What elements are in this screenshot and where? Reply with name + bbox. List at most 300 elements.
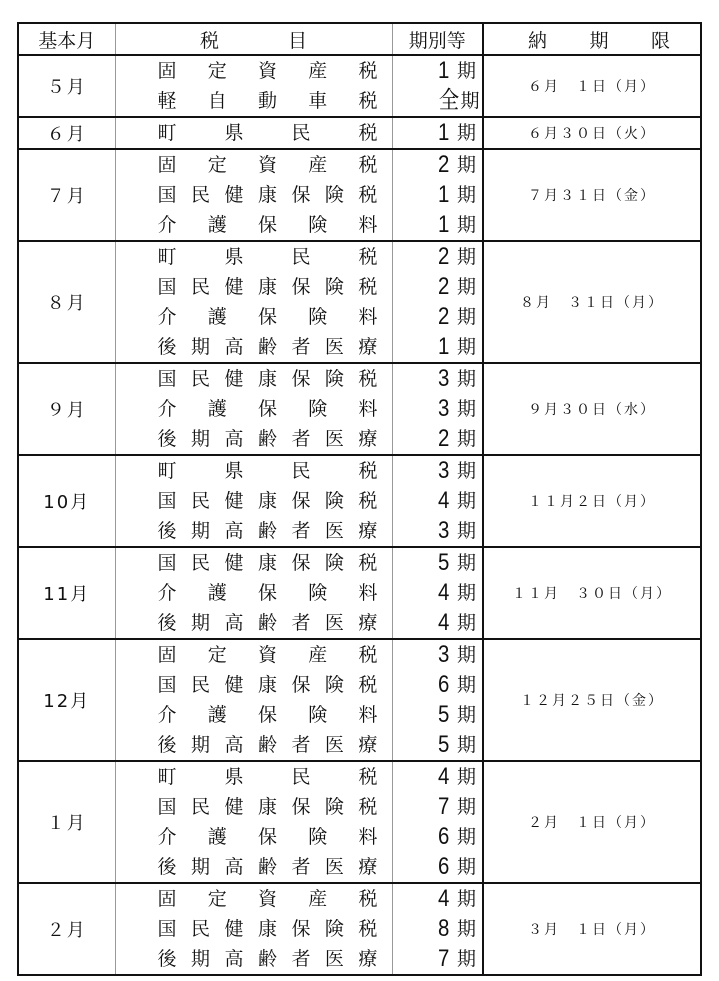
tax-item-char: 国 <box>157 918 177 940</box>
tax-item-char: 保 <box>257 306 277 328</box>
tax-item-char: 療 <box>358 856 378 878</box>
header-deadline-char: 期 <box>589 29 609 52</box>
base-month: ５月 <box>18 55 115 117</box>
tax-items-cell <box>115 639 392 761</box>
tax-item-char: 療 <box>358 428 378 450</box>
tax-item-char: 県 <box>224 766 244 788</box>
tax-item-name <box>158 302 378 332</box>
tax-item-char: 康 <box>257 918 277 940</box>
tax-item-char: 険 <box>324 184 344 206</box>
tax-item-char: 期 <box>190 734 210 756</box>
tax-item-name <box>158 762 378 792</box>
period-suffix: 期 <box>456 856 476 878</box>
installment-period <box>437 150 477 180</box>
period-number: 3 <box>437 641 449 668</box>
period-number: 1 <box>437 333 449 360</box>
month-group-row <box>18 639 701 761</box>
month-group-row <box>18 883 701 975</box>
installment-period <box>437 394 477 424</box>
periods-cell <box>392 639 483 761</box>
tax-item-char: 民 <box>291 122 311 144</box>
installment-period <box>437 332 477 362</box>
tax-item-name <box>158 394 378 424</box>
period-number: 3 <box>437 517 449 544</box>
period-suffix: 期 <box>456 734 476 756</box>
tax-item-char: 税 <box>358 644 378 666</box>
tax-items-cell <box>115 149 392 241</box>
tax-item-char: 料 <box>358 214 378 236</box>
payment-deadline: １１月２日（月） <box>483 455 701 547</box>
header-tax-item <box>115 23 392 55</box>
tax-item-char: 険 <box>324 276 344 298</box>
tax-item-char: 後 <box>157 734 177 756</box>
tax-item-char: 税 <box>358 184 378 206</box>
tax-item-char: 定 <box>207 888 227 910</box>
tax-item-char: 固 <box>157 154 177 176</box>
tax-item-char: 護 <box>207 214 227 236</box>
installment-period <box>437 670 477 700</box>
tax-item-char: 医 <box>324 734 344 756</box>
tax-item-char: 資 <box>257 60 277 82</box>
tax-item-char: 町 <box>157 122 177 144</box>
payment-deadline: ２月 １日（月） <box>483 761 701 883</box>
tax-item-char: 税 <box>358 368 378 390</box>
tax-item-char: 険 <box>324 552 344 574</box>
tax-item-char: 国 <box>157 276 177 298</box>
period-suffix: 期 <box>456 306 476 328</box>
tax-item-char: 資 <box>257 154 277 176</box>
period-suffix: 期 <box>456 214 476 236</box>
header-tax-item-char: 目 <box>287 29 307 52</box>
tax-item-char: 保 <box>257 826 277 848</box>
tax-item-char: 民 <box>190 552 210 574</box>
tax-item-char: 健 <box>224 184 244 206</box>
tax-item-char: 税 <box>358 552 378 574</box>
tax-item-char: 産 <box>308 60 328 82</box>
tax-item-char: 康 <box>257 368 277 390</box>
tax-item-name <box>158 700 378 730</box>
tax-item-name <box>158 640 378 670</box>
base-month: ９月 <box>18 363 115 455</box>
tax-item-char: 介 <box>157 582 177 604</box>
tax-item-char: 税 <box>358 490 378 512</box>
tax-item-char: 期 <box>190 336 210 358</box>
payment-deadline: １２月２５日（金） <box>483 639 701 761</box>
tax-item-char: 健 <box>224 490 244 512</box>
payment-deadline: ７月３１日（金） <box>483 149 701 241</box>
installment-period <box>437 884 477 914</box>
tax-item-char: 期 <box>190 948 210 970</box>
tax-item-char: 康 <box>257 276 277 298</box>
tax-item-char: 介 <box>157 398 177 420</box>
tax-item-char: 険 <box>308 214 328 236</box>
tax-item-char: 県 <box>224 460 244 482</box>
tax-item-char: 保 <box>291 674 311 696</box>
period-suffix: 期 <box>456 184 476 206</box>
period-suffix: 期 <box>456 398 476 420</box>
installment-period <box>437 486 477 516</box>
installment-period <box>437 302 477 332</box>
tax-item-char: 高 <box>224 428 244 450</box>
tax-item-char: 期 <box>190 428 210 450</box>
payment-deadline: １１月 ３０日（月） <box>483 547 701 639</box>
period-number: 5 <box>437 549 449 576</box>
installment-period <box>437 180 477 210</box>
periods-cell <box>392 455 483 547</box>
tax-item-char: 健 <box>224 796 244 818</box>
tax-item-char: 固 <box>157 644 177 666</box>
installment-period <box>437 762 477 792</box>
tax-item-char: 高 <box>224 520 244 542</box>
tax-item-name <box>158 150 378 180</box>
tax-item-name <box>158 884 378 914</box>
tax-item-char: 後 <box>157 948 177 970</box>
tax-item-char: 齢 <box>257 428 277 450</box>
tax-item-char: 県 <box>224 246 244 268</box>
tax-item-char: 齢 <box>257 948 277 970</box>
period-number: 4 <box>437 609 449 636</box>
tax-item-char: 税 <box>358 246 378 268</box>
tax-item-char: 料 <box>358 582 378 604</box>
period-suffix: 期 <box>456 154 476 176</box>
tax-items-cell <box>115 883 392 975</box>
tax-item-char: 定 <box>207 154 227 176</box>
tax-item-name <box>158 486 378 516</box>
period-number: 8 <box>437 915 449 942</box>
installment-period <box>437 56 477 86</box>
installment-period <box>437 210 477 240</box>
tax-item-char: 険 <box>308 704 328 726</box>
tax-item-char: 保 <box>291 368 311 390</box>
tax-item-char: 資 <box>257 888 277 910</box>
tax-item-char: 護 <box>207 398 227 420</box>
tax-item-char: 康 <box>257 796 277 818</box>
tax-item-name <box>158 86 378 116</box>
installment-period <box>437 578 477 608</box>
tax-item-char: 保 <box>291 490 311 512</box>
period-number: 5 <box>437 731 449 758</box>
tax-item-char: 期 <box>190 856 210 878</box>
tax-item-name <box>158 944 378 974</box>
tax-item-char: 税 <box>358 674 378 696</box>
payment-deadline: ９月３０日（水） <box>483 363 701 455</box>
schedule-body <box>18 55 701 975</box>
tax-item-char: 税 <box>358 796 378 818</box>
tax-item-char: 保 <box>291 918 311 940</box>
tax-item-char: 齢 <box>257 734 277 756</box>
period-suffix: 期 <box>456 60 476 82</box>
installment-period <box>437 86 480 116</box>
tax-item-char: 民 <box>291 246 311 268</box>
tax-item-name <box>158 364 378 394</box>
tax-item-char: 高 <box>224 734 244 756</box>
tax-item-char: 固 <box>157 888 177 910</box>
tax-item-char: 保 <box>257 704 277 726</box>
period-suffix: 期 <box>456 520 476 542</box>
tax-item-char: 町 <box>157 766 177 788</box>
tax-item-char: 民 <box>190 918 210 940</box>
tax-item-char: 町 <box>157 460 177 482</box>
tax-item-name <box>158 578 378 608</box>
tax-item-char: 療 <box>358 734 378 756</box>
tax-item-char: 定 <box>207 60 227 82</box>
payment-deadline: ６月３０日（火） <box>483 117 701 149</box>
period-suffix: 期 <box>460 90 480 112</box>
tax-item-char: 保 <box>291 276 311 298</box>
tax-item-char: 後 <box>157 856 177 878</box>
tax-item-name <box>158 670 378 700</box>
tax-item-char: 高 <box>224 612 244 634</box>
tax-item-char: 税 <box>358 918 378 940</box>
tax-item-name <box>158 424 378 454</box>
tax-item-char: 料 <box>358 306 378 328</box>
tax-item-name <box>158 822 378 852</box>
period-suffix: 期 <box>456 490 476 512</box>
tax-item-name <box>158 548 378 578</box>
installment-period <box>437 822 477 852</box>
tax-items-cell <box>115 547 392 639</box>
tax-item-char: 齢 <box>257 520 277 542</box>
period-suffix: 期 <box>456 612 476 634</box>
tax-item-char: 保 <box>291 796 311 818</box>
header-deadline-char: 納 <box>528 29 548 52</box>
period-suffix: 期 <box>456 766 476 788</box>
tax-payment-schedule-table <box>17 22 702 976</box>
tax-item-char: 車 <box>308 90 328 112</box>
period-number: 3 <box>437 365 449 392</box>
tax-item-name <box>158 118 378 148</box>
tax-item-char: 健 <box>224 368 244 390</box>
tax-item-char: 国 <box>157 552 177 574</box>
base-month: ８月 <box>18 241 115 363</box>
tax-item-char: 高 <box>224 948 244 970</box>
tax-item-char: 療 <box>358 612 378 634</box>
tax-item-char: 定 <box>207 644 227 666</box>
installment-period <box>437 424 477 454</box>
payment-deadline: ３月 １日（月） <box>483 883 701 975</box>
tax-item-char: 県 <box>224 122 244 144</box>
tax-items-cell <box>115 55 392 117</box>
period-number: 3 <box>437 457 449 484</box>
tax-item-char: 町 <box>157 246 177 268</box>
tax-item-char: 民 <box>291 460 311 482</box>
tax-item-char: 険 <box>324 674 344 696</box>
period-number: 7 <box>437 793 449 820</box>
tax-item-char: 自 <box>207 90 227 112</box>
tax-item-char: 後 <box>157 336 177 358</box>
period-number: 1 <box>437 57 449 84</box>
header-deadline <box>483 23 701 55</box>
period-number: 5 <box>437 701 449 728</box>
period-number: 2 <box>437 273 449 300</box>
tax-item-char: 国 <box>157 184 177 206</box>
period-number: 2 <box>437 425 449 452</box>
tax-item-char: 料 <box>358 398 378 420</box>
month-group-row <box>18 149 701 241</box>
tax-item-char: 健 <box>224 552 244 574</box>
tax-item-char: 税 <box>358 90 378 112</box>
tax-item-char: 税 <box>358 766 378 788</box>
tax-item-char: 国 <box>157 674 177 696</box>
tax-item-name <box>158 792 378 822</box>
tax-item-char: 料 <box>358 826 378 848</box>
tax-item-char: 護 <box>207 826 227 848</box>
tax-item-char: 険 <box>324 796 344 818</box>
tax-item-char: 医 <box>324 428 344 450</box>
tax-item-char: 医 <box>324 856 344 878</box>
tax-item-char: 税 <box>358 122 378 144</box>
period-suffix: 期 <box>456 704 476 726</box>
period-suffix: 期 <box>456 368 476 390</box>
month-group-row <box>18 363 701 455</box>
tax-item-char: 者 <box>291 612 311 634</box>
tax-item-char: 療 <box>358 336 378 358</box>
month-group-row <box>18 241 701 363</box>
period-suffix: 期 <box>456 796 476 818</box>
header-month: 基本月 <box>18 23 115 55</box>
month-group-row <box>18 761 701 883</box>
tax-item-char: 護 <box>207 704 227 726</box>
installment-period <box>437 272 477 302</box>
tax-item-char: 健 <box>224 674 244 696</box>
tax-items-cell <box>115 455 392 547</box>
tax-item-char: 民 <box>190 674 210 696</box>
tax-item-char: 介 <box>157 704 177 726</box>
tax-item-char: 険 <box>308 398 328 420</box>
base-month: 12月 <box>18 639 115 761</box>
period-number: 1 <box>437 181 449 208</box>
period-number: 2 <box>437 303 449 330</box>
tax-item-char: 国 <box>157 368 177 390</box>
tax-items-cell <box>115 117 392 149</box>
tax-item-char: 者 <box>291 520 311 542</box>
month-group-row <box>18 547 701 639</box>
tax-item-char: 保 <box>257 398 277 420</box>
base-month: 11月 <box>18 547 115 639</box>
tax-item-char: 険 <box>324 368 344 390</box>
period-number: 1 <box>437 211 449 238</box>
payment-deadline: ８月 ３１日（月） <box>483 241 701 363</box>
tax-item-char: 康 <box>257 674 277 696</box>
tax-item-char: 介 <box>157 306 177 328</box>
tax-item-char: 康 <box>257 184 277 206</box>
header-tax-item-char: 税 <box>199 29 219 52</box>
tax-item-char: 高 <box>224 856 244 878</box>
installment-period <box>437 242 477 272</box>
tax-item-name <box>158 608 378 638</box>
installment-period <box>437 548 477 578</box>
header-period: 期別等 <box>392 23 483 55</box>
tax-item-name <box>158 914 378 944</box>
period-suffix: 期 <box>456 888 476 910</box>
periods-cell <box>392 241 483 363</box>
tax-item-char: 固 <box>157 60 177 82</box>
period-suffix: 期 <box>456 122 476 144</box>
month-group-row <box>18 117 701 149</box>
base-month: １月 <box>18 761 115 883</box>
tax-item-name <box>158 332 378 362</box>
period-number: 2 <box>437 243 449 270</box>
period-suffix: 期 <box>456 552 476 574</box>
tax-item-char: 護 <box>207 582 227 604</box>
tax-item-char: 期 <box>190 520 210 542</box>
installment-period <box>437 852 477 882</box>
tax-item-char: 税 <box>358 276 378 298</box>
installment-period <box>437 118 477 148</box>
periods-cell <box>392 883 483 975</box>
tax-item-char: 者 <box>291 428 311 450</box>
period-number: 4 <box>437 763 449 790</box>
period-number: 6 <box>437 853 449 880</box>
tax-item-char: 民 <box>190 184 210 206</box>
period-suffix: 期 <box>456 674 476 696</box>
tax-items-cell <box>115 761 392 883</box>
tax-item-name <box>158 242 378 272</box>
tax-item-char: 後 <box>157 612 177 634</box>
period-number: 6 <box>437 823 449 850</box>
period-number: 1 <box>437 119 449 146</box>
tax-item-char: 険 <box>308 306 328 328</box>
tax-item-char: 産 <box>308 154 328 176</box>
tax-item-name <box>158 180 378 210</box>
tax-item-name <box>158 272 378 302</box>
tax-item-char: 者 <box>291 948 311 970</box>
tax-item-char: 産 <box>308 644 328 666</box>
tax-item-char: 後 <box>157 520 177 542</box>
header-row <box>18 23 701 55</box>
tax-item-char: 税 <box>358 60 378 82</box>
tax-item-char: 保 <box>291 552 311 574</box>
tax-item-char: 税 <box>358 154 378 176</box>
tax-item-char: 療 <box>358 948 378 970</box>
base-month: ７月 <box>18 149 115 241</box>
period-suffix: 期 <box>456 644 476 666</box>
installment-period <box>437 914 477 944</box>
tax-item-char: 国 <box>157 796 177 818</box>
period-number: 3 <box>437 395 449 422</box>
base-month: ２月 <box>18 883 115 975</box>
period-suffix: 期 <box>456 428 476 450</box>
tax-item-char: 医 <box>324 520 344 542</box>
tax-item-char: 齢 <box>257 856 277 878</box>
tax-item-char: 民 <box>190 368 210 390</box>
installment-period <box>437 640 477 670</box>
period-number: 7 <box>437 945 449 972</box>
tax-item-char: 税 <box>358 888 378 910</box>
month-group-row <box>18 455 701 547</box>
tax-item-char: 険 <box>308 826 328 848</box>
tax-items-cell <box>115 363 392 455</box>
periods-cell <box>392 149 483 241</box>
month-group-row <box>18 55 701 117</box>
installment-period <box>437 608 477 638</box>
tax-item-char: 資 <box>257 644 277 666</box>
tax-item-char: 齢 <box>257 336 277 358</box>
tax-item-char: 期 <box>190 612 210 634</box>
periods-cell <box>392 55 483 117</box>
tax-item-char: 康 <box>257 490 277 512</box>
period-number: 全 <box>438 87 459 114</box>
tax-item-name <box>158 730 378 760</box>
tax-item-char: 健 <box>224 918 244 940</box>
tax-item-char: 護 <box>207 306 227 328</box>
tax-item-char: 者 <box>291 734 311 756</box>
period-suffix: 期 <box>456 276 476 298</box>
tax-item-char: 者 <box>291 336 311 358</box>
period-suffix: 期 <box>456 246 476 268</box>
periods-cell <box>392 761 483 883</box>
tax-item-char: 保 <box>257 214 277 236</box>
